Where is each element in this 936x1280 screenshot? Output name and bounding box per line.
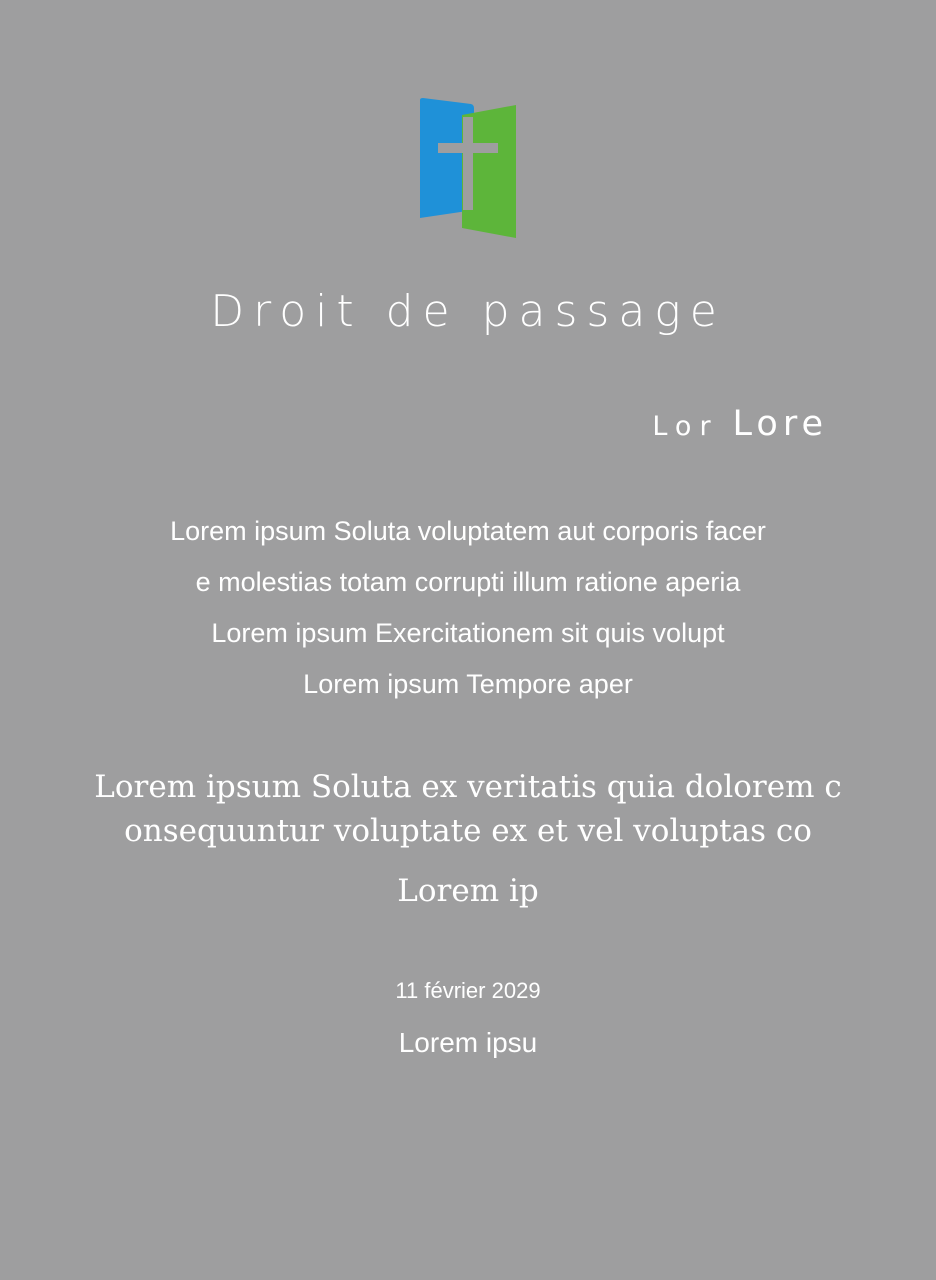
paragraph-serif [0, 765, 936, 853]
subtitle [652, 404, 828, 444]
page-title: Droit de passage [210, 286, 726, 337]
paragraph-line: Lorem ipsum Exercitationem sit quis volupt [211, 618, 725, 648]
subtitle-large: Lore [732, 404, 828, 444]
paragraph-line: Lorem ipsum Soluta voluptatem aut corporis facer [170, 516, 766, 546]
date: 11 février 2029 [395, 978, 541, 1003]
paragraph-line: onsequuntur voluptate ex et vel voluptas co [124, 813, 812, 849]
subtitle-small: Lor [652, 411, 719, 442]
logo-icon [415, 95, 521, 243]
paragraph-line: Lorem ipsum Tempore aper [303, 669, 633, 699]
serif-short-line: Lorem ip [397, 873, 539, 909]
paragraph-sans [0, 506, 936, 710]
paragraph-line: e molestias totam corrupti illum ratione aperia [195, 567, 741, 597]
footer-text: Lorem ipsu [398, 1027, 538, 1058]
paragraph-line: Lorem ipsum Soluta ex veritatis quia dolorem c [94, 769, 842, 805]
